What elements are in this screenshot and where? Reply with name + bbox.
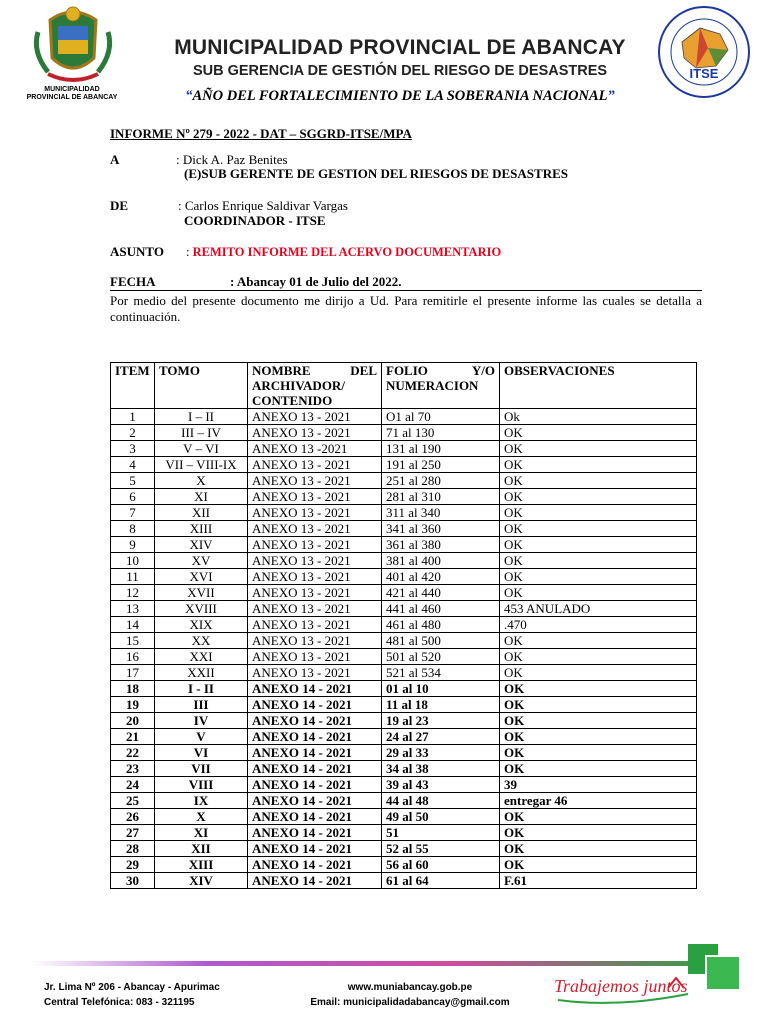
cell-folio: 01 al 10 xyxy=(382,681,500,697)
cell-item: 11 xyxy=(111,569,155,585)
header-tomo: TOMO xyxy=(155,363,248,409)
cell-observaciones: 39 xyxy=(500,777,697,793)
table-row xyxy=(111,873,697,889)
from-name: : Carlos Enrique Saldivar Vargas xyxy=(178,198,348,213)
cell-nombre: ANEXO 13 - 2021 xyxy=(248,521,382,537)
header-folio: FOLIO Y/O NUMERACION xyxy=(382,363,500,409)
cell-observaciones: OK xyxy=(500,841,697,857)
table-row xyxy=(111,681,697,697)
cell-observaciones: OK xyxy=(500,745,697,761)
cell-tomo: XVI xyxy=(155,569,248,585)
cell-nombre: ANEXO 14 - 2021 xyxy=(248,777,382,793)
cell-tomo: III xyxy=(155,697,248,713)
cell-nombre: ANEXO 13 - 2021 xyxy=(248,457,382,473)
cell-item: 8 xyxy=(111,521,155,537)
cell-folio: 521 al 534 xyxy=(382,665,500,681)
cell-item: 26 xyxy=(111,809,155,825)
table-row xyxy=(111,473,697,489)
cell-tomo: XIV xyxy=(155,537,248,553)
cell-observaciones: F.61 xyxy=(500,873,697,889)
cell-tomo: I - II xyxy=(155,681,248,697)
cell-folio: 49 al 50 xyxy=(382,809,500,825)
cell-observaciones: OK xyxy=(500,425,697,441)
cell-folio: 51 xyxy=(382,825,500,841)
cell-folio: 341 al 360 xyxy=(382,521,500,537)
cell-folio: 311 al 340 xyxy=(382,505,500,521)
cell-item: 3 xyxy=(111,441,155,457)
from-role: COORDINADOR - ITSE xyxy=(184,213,326,228)
cell-item: 28 xyxy=(111,841,155,857)
cell-folio: 501 al 520 xyxy=(382,649,500,665)
cell-nombre: ANEXO 13 - 2021 xyxy=(248,489,382,505)
cell-item: 25 xyxy=(111,793,155,809)
table-row xyxy=(111,601,697,617)
cell-item: 21 xyxy=(111,729,155,745)
cell-folio: 251 al 280 xyxy=(382,473,500,489)
table-row xyxy=(111,745,697,761)
to-label: A xyxy=(110,152,120,167)
cell-nombre: ANEXO 13 - 2021 xyxy=(248,425,382,441)
cell-nombre: ANEXO 13 - 2021 xyxy=(248,473,382,489)
slogan-text: Trabajemos juntos xyxy=(554,976,688,996)
cell-tomo: XVIII xyxy=(155,601,248,617)
cell-item: 14 xyxy=(111,617,155,633)
cell-folio: 401 al 420 xyxy=(382,569,500,585)
cell-folio: 281 al 310 xyxy=(382,489,500,505)
itse-seal-logo xyxy=(656,4,752,100)
left-logo-caption: MUNICIPALIDAD PROVINCIAL DE ABANCAY xyxy=(26,86,118,101)
trabajemos-juntos-logo xyxy=(548,942,748,1012)
subject-label: ASUNTO xyxy=(110,244,164,259)
cell-tomo: XI xyxy=(155,825,248,841)
table-row xyxy=(111,441,697,457)
table-row xyxy=(111,825,697,841)
cell-folio: 131 al 190 xyxy=(382,441,500,457)
cell-item: 20 xyxy=(111,713,155,729)
table-row xyxy=(111,793,697,809)
cell-item: 18 xyxy=(111,681,155,697)
table-row xyxy=(111,409,697,425)
cell-item: 6 xyxy=(111,489,155,505)
footer-address xyxy=(44,980,220,1010)
cell-tomo: X xyxy=(155,473,248,489)
municipal-coat-of-arms-logo xyxy=(28,2,118,86)
cell-tomo: IV xyxy=(155,713,248,729)
cell-item: 19 xyxy=(111,697,155,713)
header-nombre: NOMBRE DEL ARCHIVADOR/ CONTENIDO xyxy=(248,363,382,409)
cell-item: 5 xyxy=(111,473,155,489)
table-row xyxy=(111,569,697,585)
table-row xyxy=(111,777,697,793)
cell-folio: 461 al 480 xyxy=(382,617,500,633)
cell-nombre: ANEXO 14 - 2021 xyxy=(248,873,382,889)
organization-name: MUNICIPALIDAD PROVINCIAL DE ABANCAY xyxy=(174,36,626,59)
cell-item: 23 xyxy=(111,761,155,777)
cell-observaciones: OK xyxy=(500,585,697,601)
table-row xyxy=(111,553,697,569)
cell-folio: 381 al 400 xyxy=(382,553,500,569)
cell-nombre: ANEXO 14 - 2021 xyxy=(248,713,382,729)
cell-folio: 34 al 38 xyxy=(382,761,500,777)
section-divider xyxy=(110,290,702,291)
table-row xyxy=(111,505,697,521)
cell-nombre: ANEXO 14 - 2021 xyxy=(248,729,382,745)
cell-tomo: X xyxy=(155,809,248,825)
cell-tomo: VII xyxy=(155,761,248,777)
cell-item: 17 xyxy=(111,665,155,681)
cell-nombre: ANEXO 13 - 2021 xyxy=(248,617,382,633)
cell-tomo: VII – VIII-IX xyxy=(155,457,248,473)
cell-item: 15 xyxy=(111,633,155,649)
cell-observaciones: OK xyxy=(500,857,697,873)
table-row xyxy=(111,425,697,441)
motto-open-quote: “ xyxy=(185,88,193,104)
cell-nombre: ANEXO 13 - 2021 xyxy=(248,665,382,681)
table-row xyxy=(111,841,697,857)
from-label: DE xyxy=(110,198,129,213)
cell-tomo: XV xyxy=(155,553,248,569)
cell-item: 1 xyxy=(111,409,155,425)
cell-folio: 481 al 500 xyxy=(382,633,500,649)
table-row xyxy=(111,537,697,553)
table-row xyxy=(111,713,697,729)
table-row xyxy=(111,489,697,505)
cell-nombre: ANEXO 14 - 2021 xyxy=(248,809,382,825)
cell-nombre: ANEXO 14 - 2021 xyxy=(248,745,382,761)
header-item: ITEM xyxy=(111,363,155,409)
cell-nombre: ANEXO 13 - 2021 xyxy=(248,409,382,425)
cell-tomo: XIII xyxy=(155,521,248,537)
cell-folio: 56 al 60 xyxy=(382,857,500,873)
cell-nombre: ANEXO 13 - 2021 xyxy=(248,553,382,569)
cell-folio: 61 al 64 xyxy=(382,873,500,889)
cell-folio: 39 al 43 xyxy=(382,777,500,793)
cell-tomo: I – II xyxy=(155,409,248,425)
date-value: : Abancay 01 de Julio del 2022. xyxy=(230,274,402,289)
cell-observaciones: OK xyxy=(500,537,697,553)
cell-item: 9 xyxy=(111,537,155,553)
table-row xyxy=(111,729,697,745)
table-row xyxy=(111,633,697,649)
cell-nombre: ANEXO 13 -2021 xyxy=(248,441,382,457)
header-observaciones: OBSERVACIONES xyxy=(500,363,697,409)
cell-nombre: ANEXO 13 - 2021 xyxy=(248,537,382,553)
table-row xyxy=(111,649,697,665)
motto-text: AÑO DEL FORTALECIMIENTO DE LA SOBERANIA NACIONAL xyxy=(192,88,608,104)
cell-tomo: XII xyxy=(155,505,248,521)
cell-nombre: ANEXO 13 - 2021 xyxy=(248,649,382,665)
cell-observaciones: OK xyxy=(500,761,697,777)
report-number: INFORME Nº 279 - 2022 - DAT – SGGRD-ITSE/MPA xyxy=(110,126,412,141)
motto-close-quote: ” xyxy=(607,88,615,104)
cell-tomo: XVII xyxy=(155,585,248,601)
cell-tomo: XII xyxy=(155,841,248,857)
cell-observaciones: Ok xyxy=(500,409,697,425)
cell-observaciones: OK xyxy=(500,697,697,713)
itse-logo-text: ITSE xyxy=(689,66,719,81)
cell-item: 2 xyxy=(111,425,155,441)
cell-item: 29 xyxy=(111,857,155,873)
cell-folio: 421 al 440 xyxy=(382,585,500,601)
table-row xyxy=(111,521,697,537)
cell-folio: 11 al 18 xyxy=(382,697,500,713)
table-row xyxy=(111,857,697,873)
cell-observaciones: OK xyxy=(500,713,697,729)
table-row xyxy=(111,665,697,681)
footer-contact xyxy=(300,980,520,1010)
cell-item: 27 xyxy=(111,825,155,841)
cell-observaciones: OK xyxy=(500,809,697,825)
footer-address-line: Jr. Lima Nº 206 - Abancay - Apurimac xyxy=(44,982,220,993)
cell-nombre: ANEXO 14 - 2021 xyxy=(248,825,382,841)
cell-observaciones: OK xyxy=(500,473,697,489)
cell-tomo: VIII xyxy=(155,777,248,793)
cell-folio: 441 al 460 xyxy=(382,601,500,617)
cell-observaciones: .470 xyxy=(500,617,697,633)
cell-tomo: XIX xyxy=(155,617,248,633)
cell-observaciones: OK xyxy=(500,729,697,745)
cell-tomo: III – IV xyxy=(155,425,248,441)
cell-nombre: ANEXO 14 - 2021 xyxy=(248,857,382,873)
subject-colon: : xyxy=(186,245,190,259)
cell-tomo: V – VI xyxy=(155,441,248,457)
cell-observaciones: entregar 46 xyxy=(500,793,697,809)
footer-website: www.muniabancay.gob.pe xyxy=(347,982,473,993)
subject-text: REMITO INFORME DEL ACERVO DOCUMENTARIO xyxy=(192,245,502,259)
cell-folio: 52 al 55 xyxy=(382,841,500,857)
cell-tomo: V xyxy=(155,729,248,745)
cell-tomo: XX xyxy=(155,633,248,649)
cell-nombre: ANEXO 14 - 2021 xyxy=(248,793,382,809)
cell-nombre: ANEXO 14 - 2021 xyxy=(248,761,382,777)
cell-observaciones: OK xyxy=(500,633,697,649)
table-row xyxy=(111,809,697,825)
cell-folio: O1 al 70 xyxy=(382,409,500,425)
cell-tomo: IX xyxy=(155,793,248,809)
cell-item: 22 xyxy=(111,745,155,761)
cell-observaciones: OK xyxy=(500,457,697,473)
cell-observaciones: OK xyxy=(500,505,697,521)
cell-tomo: XIII xyxy=(155,857,248,873)
cell-item: 12 xyxy=(111,585,155,601)
cell-tomo: XIV xyxy=(155,873,248,889)
cell-observaciones: OK xyxy=(500,569,697,585)
table-row xyxy=(111,457,697,473)
cell-folio: 29 al 33 xyxy=(382,745,500,761)
cell-tomo: XI xyxy=(155,489,248,505)
cell-folio: 19 al 23 xyxy=(382,713,500,729)
cell-folio: 191 al 250 xyxy=(382,457,500,473)
cell-observaciones: OK xyxy=(500,825,697,841)
cell-observaciones: OK xyxy=(500,553,697,569)
archive-items-table xyxy=(110,362,697,889)
table-row xyxy=(111,617,697,633)
cell-nombre: ANEXO 13 - 2021 xyxy=(248,585,382,601)
cell-observaciones: OK xyxy=(500,441,697,457)
to-role: (E)SUB GERENTE DE GESTION DEL RIESGOS DE DESASTRES xyxy=(184,166,568,181)
cell-item: 7 xyxy=(111,505,155,521)
cell-observaciones: OK xyxy=(500,521,697,537)
cell-item: 13 xyxy=(111,601,155,617)
table-row xyxy=(111,697,697,713)
cell-observaciones: OK xyxy=(500,489,697,505)
date-label: FECHA xyxy=(110,274,156,289)
cell-item: 30 xyxy=(111,873,155,889)
cell-observaciones: OK xyxy=(500,665,697,681)
cell-item: 16 xyxy=(111,649,155,665)
footer-email: Email: municipalidadabancay@gmail.com xyxy=(310,997,510,1008)
organization-subdivision: SUB GERENCIA DE GESTIÓN DEL RIESGO DE DESASTRES xyxy=(192,63,608,79)
cell-nombre: ANEXO 14 - 2021 xyxy=(248,697,382,713)
cell-item: 10 xyxy=(111,553,155,569)
intro-paragraph: Por medio del presente documento me dirijo a Ud. Para remitirle el presente informe las cuales se detalla a continuación. xyxy=(110,293,702,324)
cell-item: 4 xyxy=(111,457,155,473)
cell-folio: 24 al 27 xyxy=(382,729,500,745)
cell-folio: 71 al 130 xyxy=(382,425,500,441)
cell-nombre: ANEXO 13 - 2021 xyxy=(248,569,382,585)
cell-nombre: ANEXO 13 - 2021 xyxy=(248,633,382,649)
table-row xyxy=(111,761,697,777)
to-name: : Dick A. Paz Benites xyxy=(176,152,288,167)
cell-observaciones: OK xyxy=(500,681,697,697)
cell-item: 24 xyxy=(111,777,155,793)
cell-tomo: XXI xyxy=(155,649,248,665)
cell-observaciones: OK xyxy=(500,649,697,665)
cell-nombre: ANEXO 14 - 2021 xyxy=(248,841,382,857)
cell-nombre: ANEXO 14 - 2021 xyxy=(248,681,382,697)
cell-folio: 44 al 48 xyxy=(382,793,500,809)
subject-value xyxy=(186,244,501,260)
cell-nombre: ANEXO 13 - 2021 xyxy=(248,505,382,521)
footer-phone: Central Telefónica: 083 - 321195 xyxy=(44,997,195,1008)
cell-nombre: ANEXO 13 - 2021 xyxy=(248,601,382,617)
table-row xyxy=(111,585,697,601)
cell-folio: 361 al 380 xyxy=(382,537,500,553)
table-header-row xyxy=(111,363,697,409)
cell-tomo: XXII xyxy=(155,665,248,681)
cell-tomo: VI xyxy=(155,745,248,761)
year-motto xyxy=(140,88,660,105)
cell-observaciones: 453 ANULADO xyxy=(500,601,697,617)
